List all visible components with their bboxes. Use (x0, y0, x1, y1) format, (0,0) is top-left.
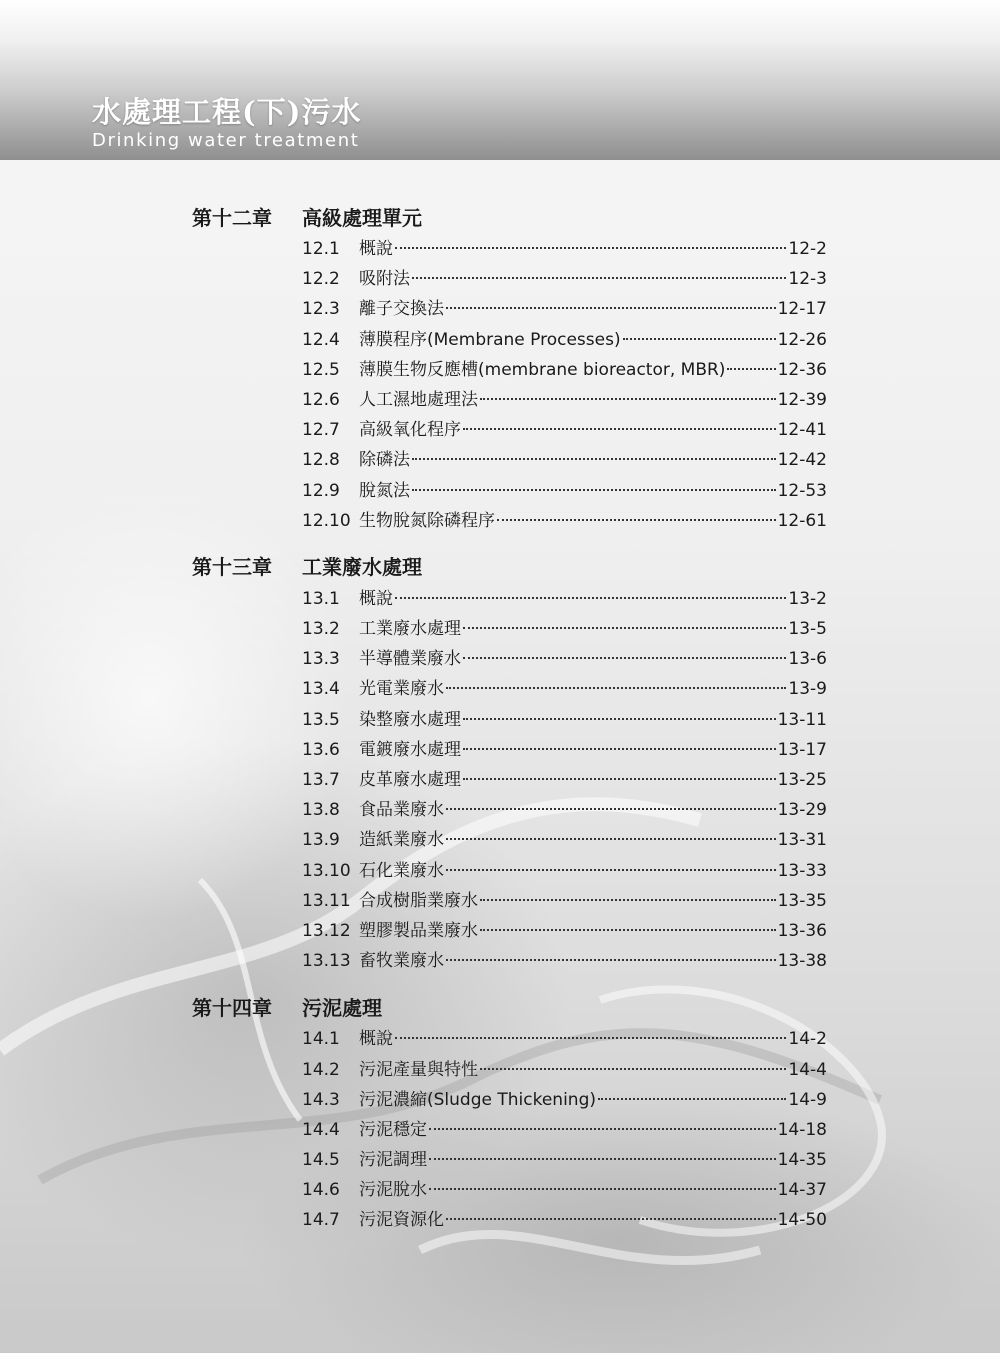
chapter-12 (192, 200, 832, 536)
entry-number: 12.9 (302, 480, 340, 501)
entry-number: 13.12 (302, 920, 351, 941)
dot-leader (446, 307, 776, 309)
dot-leader (463, 748, 776, 750)
entry-number: 13.5 (302, 709, 340, 730)
toc-entry[interactable] (302, 294, 827, 324)
toc-entry[interactable] (302, 614, 827, 644)
entry-number: 14.3 (302, 1089, 340, 1110)
entry-title: 食品業廢水 (359, 800, 444, 821)
entry-number: 13.11 (302, 890, 351, 911)
entry-page: 13-9 (788, 679, 827, 700)
entry-title: 畜牧業廢水 (359, 951, 444, 972)
entry-page: 14-18 (777, 1119, 827, 1140)
entry-number: 12.2 (302, 269, 340, 290)
toc-entry[interactable] (302, 325, 827, 355)
chapter-13 (192, 550, 832, 976)
toc-entry[interactable] (302, 1175, 827, 1205)
toc-entry[interactable] (302, 385, 827, 415)
entry-number: 13.1 (302, 588, 340, 609)
book-title: 水處理工程(下)污水 (92, 95, 362, 129)
toc-entry[interactable] (302, 264, 827, 294)
dot-leader (446, 869, 776, 871)
dot-leader (412, 458, 776, 460)
chapter-14 (192, 990, 832, 1235)
dot-leader (395, 247, 786, 249)
entry-title: 除磷法 (359, 450, 410, 471)
entry-page: 13-29 (777, 800, 827, 821)
entry-title: 半導體業廢水 (359, 649, 461, 670)
dot-leader (429, 1158, 776, 1160)
entry-title: 污泥濃縮(Sludge Thickening) (359, 1089, 596, 1110)
entry-title: 人工濕地處理法 (359, 389, 478, 410)
dot-leader (446, 687, 786, 689)
toc-entry[interactable] (302, 735, 827, 765)
entry-page: 13-11 (777, 709, 827, 730)
entry-title: 概說 (359, 588, 393, 609)
toc-entry[interactable] (302, 946, 827, 976)
entry-page: 14-4 (788, 1059, 827, 1080)
table-of-contents (192, 200, 832, 1250)
entry-number: 12.1 (302, 239, 340, 259)
toc-entry[interactable] (302, 795, 827, 825)
entry-page: 12-2 (788, 239, 827, 259)
dot-leader (429, 1188, 776, 1190)
toc-entry[interactable] (302, 856, 827, 886)
entry-page: 12-39 (777, 389, 827, 410)
toc-entry[interactable] (302, 234, 827, 264)
entry-number: 13.9 (302, 830, 340, 851)
toc-entry[interactable] (302, 705, 827, 735)
page-header-banner (0, 0, 1000, 160)
dot-leader (446, 808, 776, 810)
entry-title: 塑膠製品業廢水 (359, 920, 478, 941)
entry-title: 皮革廢水處理 (359, 770, 461, 790)
entry-title: 污泥調理 (359, 1150, 427, 1171)
entry-page: 13-38 (777, 951, 827, 972)
entry-page: 13-35 (777, 890, 827, 911)
chapter-heading (192, 550, 832, 582)
entry-number: 12.4 (302, 329, 340, 350)
toc-entry[interactable] (302, 825, 827, 855)
entry-number: 13.7 (302, 770, 340, 790)
dot-leader (480, 899, 776, 901)
entry-page: 13-36 (777, 920, 827, 941)
entry-page: 14-37 (777, 1180, 827, 1201)
entry-page: 12-3 (788, 269, 827, 290)
entry-title: 工業廢水處理 (359, 619, 461, 640)
entry-title: 薄膜程序(Membrane Processes) (359, 329, 621, 350)
entry-number: 13.6 (302, 739, 340, 760)
entry-number: 12.7 (302, 420, 340, 441)
entry-page: 13-25 (777, 770, 827, 790)
entry-number: 13.3 (302, 649, 340, 670)
dot-leader (463, 657, 786, 659)
toc-entry[interactable] (302, 445, 827, 475)
entry-title: 生物脫氮除磷程序 (359, 510, 495, 531)
entry-page: 12-61 (777, 510, 827, 531)
toc-entry[interactable] (302, 584, 827, 614)
entry-number: 14.7 (302, 1210, 340, 1231)
book-subtitle: Drinking water treatment (92, 130, 360, 151)
entry-number: 14.5 (302, 1150, 340, 1171)
entry-page: 14-9 (788, 1089, 827, 1110)
toc-entry[interactable] (302, 415, 827, 445)
entry-title: 薄膜生物反應槽(membrane bioreactor, MBR) (359, 359, 726, 380)
entry-title: 脫氮法 (359, 480, 410, 501)
dot-leader (497, 519, 776, 521)
chapter-number: 第十二章 (192, 205, 272, 230)
dot-leader (446, 959, 776, 961)
entry-title: 污泥產量與特性 (359, 1059, 478, 1080)
entry-page: 13-5 (788, 619, 827, 640)
entry-number: 13.2 (302, 619, 340, 640)
entry-title: 吸附法 (359, 269, 410, 290)
entry-number: 14.1 (302, 1029, 340, 1050)
dot-leader (623, 338, 776, 340)
toc-entry[interactable] (302, 644, 827, 674)
entry-number: 13.10 (302, 860, 351, 881)
entry-page: 13-33 (777, 860, 827, 881)
dot-leader (463, 778, 776, 780)
chapter-number: 第十三章 (192, 555, 272, 580)
entry-title: 染整廢水處理 (359, 709, 461, 730)
entry-title: 離子交換法 (359, 299, 444, 320)
entry-page: 12-36 (777, 359, 827, 380)
toc-entry[interactable] (302, 765, 827, 795)
dot-leader (429, 1128, 776, 1130)
dot-leader (480, 1068, 786, 1070)
entry-number: 14.6 (302, 1180, 340, 1201)
entry-number: 14.4 (302, 1119, 340, 1140)
entry-title: 污泥穩定 (359, 1119, 427, 1140)
chapter-title: 高級處理單元 (302, 205, 422, 230)
entry-title: 高級氧化程序 (359, 420, 461, 441)
dot-leader (412, 277, 786, 279)
toc-entry[interactable] (302, 1024, 827, 1054)
dot-leader (598, 1098, 786, 1100)
entry-page: 14-35 (777, 1150, 827, 1171)
entry-title: 污泥資源化 (359, 1210, 444, 1231)
toc-entry[interactable] (302, 886, 827, 916)
dot-leader (463, 627, 786, 629)
toc-entry[interactable] (302, 1145, 827, 1175)
entry-title: 概說 (359, 1029, 393, 1050)
chapter-heading (192, 200, 832, 232)
chapter-title: 工業廢水處理 (302, 555, 422, 580)
dot-leader (446, 1218, 776, 1220)
entry-page: 14-2 (788, 1029, 827, 1050)
toc-entry[interactable] (302, 506, 827, 536)
dot-leader (463, 718, 776, 720)
entry-title: 石化業廢水 (359, 860, 444, 881)
entry-number: 13.13 (302, 951, 351, 972)
dot-leader (727, 368, 775, 370)
chapter-title: 污泥處理 (302, 995, 382, 1020)
entry-page: 13-2 (788, 588, 827, 609)
dot-leader (395, 597, 786, 599)
toc-entry[interactable] (302, 916, 827, 946)
entry-number: 12.10 (302, 510, 351, 531)
entry-number: 12.5 (302, 359, 340, 380)
dot-leader (446, 838, 776, 840)
entry-number: 13.8 (302, 800, 340, 821)
entry-title: 污泥脫水 (359, 1180, 427, 1201)
toc-entry[interactable] (302, 1205, 827, 1235)
entry-title: 電鍍廢水處理 (359, 739, 461, 760)
entry-number: 12.6 (302, 389, 340, 410)
dot-leader (480, 929, 776, 931)
entry-page: 12-42 (777, 450, 827, 471)
entry-title: 光電業廢水 (359, 679, 444, 700)
toc-entry[interactable] (302, 355, 827, 385)
entry-page: 12-17 (777, 299, 827, 320)
entry-page: 13-6 (788, 649, 827, 670)
dot-leader (395, 1037, 786, 1039)
toc-entry[interactable] (302, 476, 827, 506)
entry-number: 12.8 (302, 450, 340, 471)
toc-entry[interactable] (302, 674, 827, 704)
entry-page: 12-41 (777, 420, 827, 441)
entry-page: 12-53 (777, 480, 827, 501)
entry-number: 14.2 (302, 1059, 340, 1080)
entry-title: 合成樹脂業廢水 (359, 890, 478, 911)
toc-entry[interactable] (302, 1115, 827, 1145)
toc-entry[interactable] (302, 1085, 827, 1115)
dot-leader (480, 398, 776, 400)
chapter-heading (192, 990, 832, 1022)
chapter-number: 第十四章 (192, 995, 272, 1020)
entry-page: 13-31 (777, 830, 827, 851)
entry-number: 13.4 (302, 679, 340, 700)
toc-entry[interactable] (302, 1055, 827, 1085)
dot-leader (463, 428, 776, 430)
entry-page: 13-17 (777, 739, 827, 760)
dot-leader (412, 489, 776, 491)
entry-page: 12-26 (777, 329, 827, 350)
entry-number: 12.3 (302, 299, 340, 320)
entry-title: 概說 (359, 239, 393, 259)
entry-title: 造紙業廢水 (359, 830, 444, 851)
entry-page: 14-50 (777, 1210, 827, 1231)
